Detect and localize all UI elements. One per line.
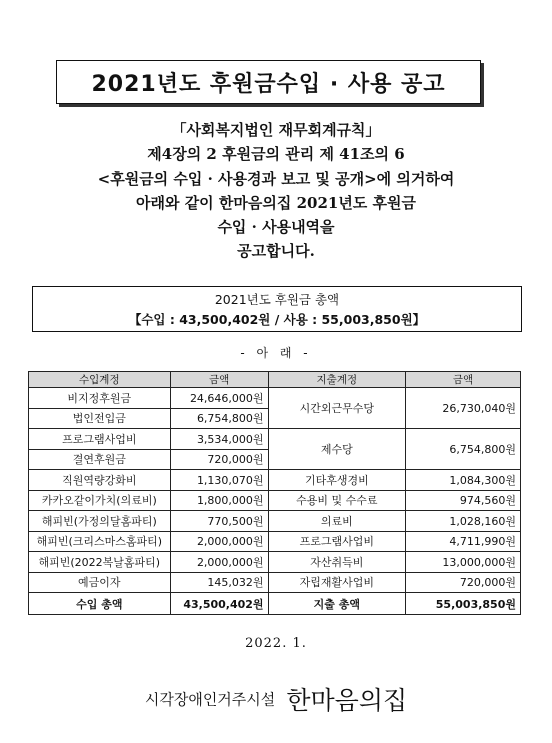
expense-account: 자산취득비 [268, 552, 406, 573]
expense-amount: 974,560원 [406, 490, 521, 511]
table-row [29, 388, 521, 409]
table-row [29, 470, 521, 491]
income-amount: 1,130,070원 [170, 470, 268, 491]
expense-account: 제수당 [268, 429, 406, 470]
income-account: 예금이자 [29, 572, 171, 593]
income-account: 법인전입금 [29, 408, 171, 429]
intro-line: 「사회복지법인 재무회계규칙」 [171, 121, 381, 139]
expense-account: 자립재활사업비 [268, 572, 406, 593]
header-expense-account: 지출계정 [268, 372, 406, 388]
table-row [29, 429, 521, 450]
intro-line: 아래와 같이 한마음의집 2021년도 후원금 [136, 193, 416, 212]
income-account: 결연후원금 [29, 449, 171, 470]
income-total-amount: 43,500,402원 [170, 593, 268, 615]
income-amount: 2,000,000원 [170, 552, 268, 573]
table-row [29, 552, 521, 573]
expense-account: 의료비 [268, 511, 406, 532]
header-income-amount: 금액 [170, 372, 268, 388]
expense-amount: 13,000,000원 [406, 552, 521, 573]
expense-account: 수용비 및 수수료 [268, 490, 406, 511]
expense-account: 프로그램사업비 [268, 531, 406, 552]
notice-title: 2021년도 후원금수입 · 사용 공고 [56, 60, 481, 104]
income-total-label: 수입 총액 [29, 593, 171, 615]
income-amount: 2,000,000원 [170, 531, 268, 552]
income-account: 직원역량강화비 [29, 470, 171, 491]
income-amount: 145,032원 [170, 572, 268, 593]
income-amount: 24,646,000원 [170, 388, 268, 409]
income-account: 카카오같이가치(의료비) [29, 490, 171, 511]
table-row [29, 490, 521, 511]
total-heading: 2021년도 후원금 총액 [214, 292, 340, 307]
expense-amount: 720,000원 [406, 572, 521, 593]
finance-table [28, 371, 521, 615]
footer-signature [0, 681, 552, 717]
total-summary: 【수입 : 43,500,402원 / 사용 : 55,003,850원】 [128, 312, 426, 327]
table-row [29, 531, 521, 552]
intro-line: <후원금의 수입 · 사용경과 보고 및 공개>에 의거하여 [97, 169, 455, 188]
table-row [29, 572, 521, 593]
expense-total-amount: 55,003,850원 [406, 593, 521, 615]
total-summary-box [32, 286, 522, 332]
expense-amount: 1,028,160원 [406, 511, 521, 532]
below-label: - 아 래 - [240, 346, 312, 360]
notice-date: 2022. 1. [245, 636, 307, 651]
footer-org: 시각장애인거주시설 [144, 690, 276, 709]
table-header-row [29, 372, 521, 388]
income-amount: 1,800,000원 [170, 490, 268, 511]
footer-name: 한마음의집 [286, 686, 408, 715]
income-amount: 6,754,800원 [170, 408, 268, 429]
income-account: 프로그램사업비 [29, 429, 171, 450]
income-amount: 720,000원 [170, 449, 268, 470]
expense-amount: 6,754,800원 [406, 429, 521, 470]
income-amount: 3,534,000원 [170, 429, 268, 450]
expense-amount: 1,084,300원 [406, 470, 521, 491]
header-income-account: 수입계정 [29, 372, 171, 388]
table-row [29, 511, 521, 532]
income-account: 해피빈(가정의달홈파티) [29, 511, 171, 532]
table-total-row [29, 593, 521, 615]
expense-total-label: 지출 총액 [268, 593, 406, 615]
intro-line: 공고합니다. [237, 242, 315, 261]
income-account: 비지정후원금 [29, 388, 171, 409]
income-account: 해피빈(크리스마스홈파티) [29, 531, 171, 552]
expense-amount: 4,711,990원 [406, 531, 521, 552]
expense-account: 시간외근무수당 [268, 388, 406, 429]
intro-text [0, 118, 552, 264]
intro-line: 수입 · 사용내역을 [217, 218, 335, 237]
intro-line: 제4장의 2 후원금의 관리 제 41조의 6 [147, 145, 405, 164]
income-amount: 770,500원 [170, 511, 268, 532]
income-account: 해피빈(2022복날홈파티) [29, 552, 171, 573]
expense-account: 기타후생경비 [268, 470, 406, 491]
header-expense-amount: 금액 [406, 372, 521, 388]
expense-amount: 26,730,040원 [406, 388, 521, 429]
